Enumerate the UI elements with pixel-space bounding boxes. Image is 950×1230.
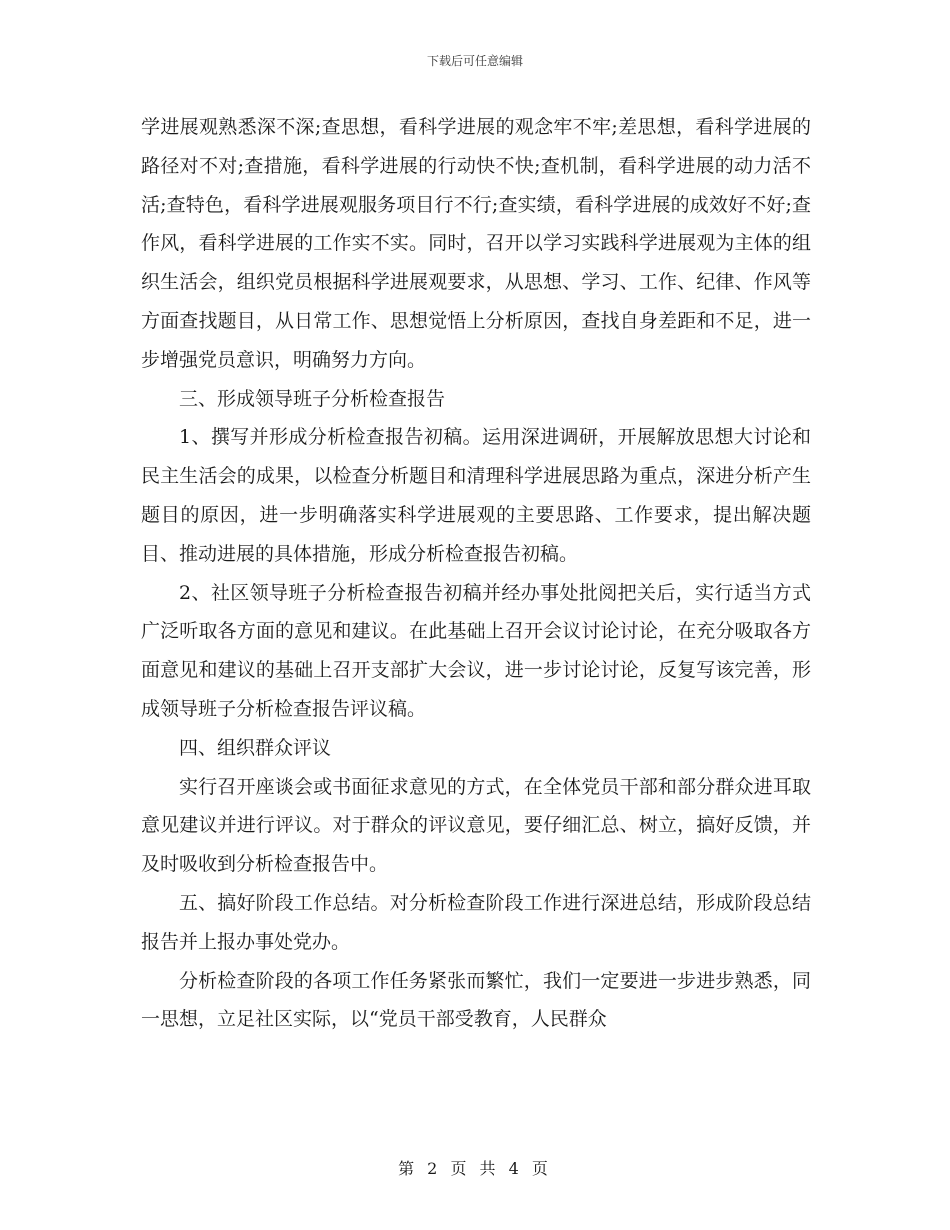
paragraph-mass-review: 实行召开座谈会或书面征求意见的方式，在全体党员干部和部分群众进耳取意见建议并进行评议。对于群众的评议意见，要仔细汇总、树立，搞好反馈，并及时吸收到分析检查报告中。 [141,775,811,876]
paragraph-continuation: 学进展观熟悉深不深;查思想，看科学进展的观念牢不牢;差思想，看科学进展的路径对不对;查措施，看科学进展的行动快不快;查机制，看科学进展的动力活不活;查特色，看科学进展观服务项目行不行;查实绩，看科学进展的成效好不好;查作风，看科学进展的工作实不实。同时，召开以学习实践科学进展观为主体的组织生活会，组织党员根据科学进展观要求，从思想、学习、工作、纪律、作风等方面查找题目，从日常工作、思想觉悟上分析原因，查找自身差距和不足，进一步增强党员意识，明确努力方向。 [141,116,811,371]
document-body [141,108,811,1039]
paragraph-closing: 分析检查阶段的各项工作任务紧张而繁忙，我们一定要进一步进步熟悉，同一思想，立足社区实际，以“党员干部受教育，人民群众 [141,969,811,1031]
page-header: 下载后可任意编辑 [426,54,523,68]
paragraph-item-1: 1、撰写并形成分析检查报告初稿。运用深进调研，开展解放思想大讨论和民主生活会的成果，以检查分析题目和清理科学进展思路为重点，深进分析产生题目的原因，进一步明确落实科学进展观的主要思路、工作要求，提出解决题目、推动进展的具体措施，形成分析检查报告初稿。 [141,426,811,565]
paragraph-item-2: 2、社区领导班子分析检查报告初稿并经办事处批阅把关后，实行适当方式广泛听取各方面的意见和建议。在此基础上召开会议讨论讨论，在充分吸取各方面意见和建议的基础上召开支部扩大会议，进一步讨论讨论，反复写该完善，形成领导班子分析检查报告评议稿。 [141,581,811,720]
section-heading-5: 五、搞好阶段工作总结。对分析检查阶段工作进行深进总结，形成阶段总结报告并上报办事处党办。 [141,891,811,953]
page-footer: 第 2 页 共 4 页 [398,1159,552,1178]
section-heading-3: 三、形成领导班子分析检查报告 [179,387,446,410]
section-heading-4: 四、组织群众评议 [179,736,332,759]
